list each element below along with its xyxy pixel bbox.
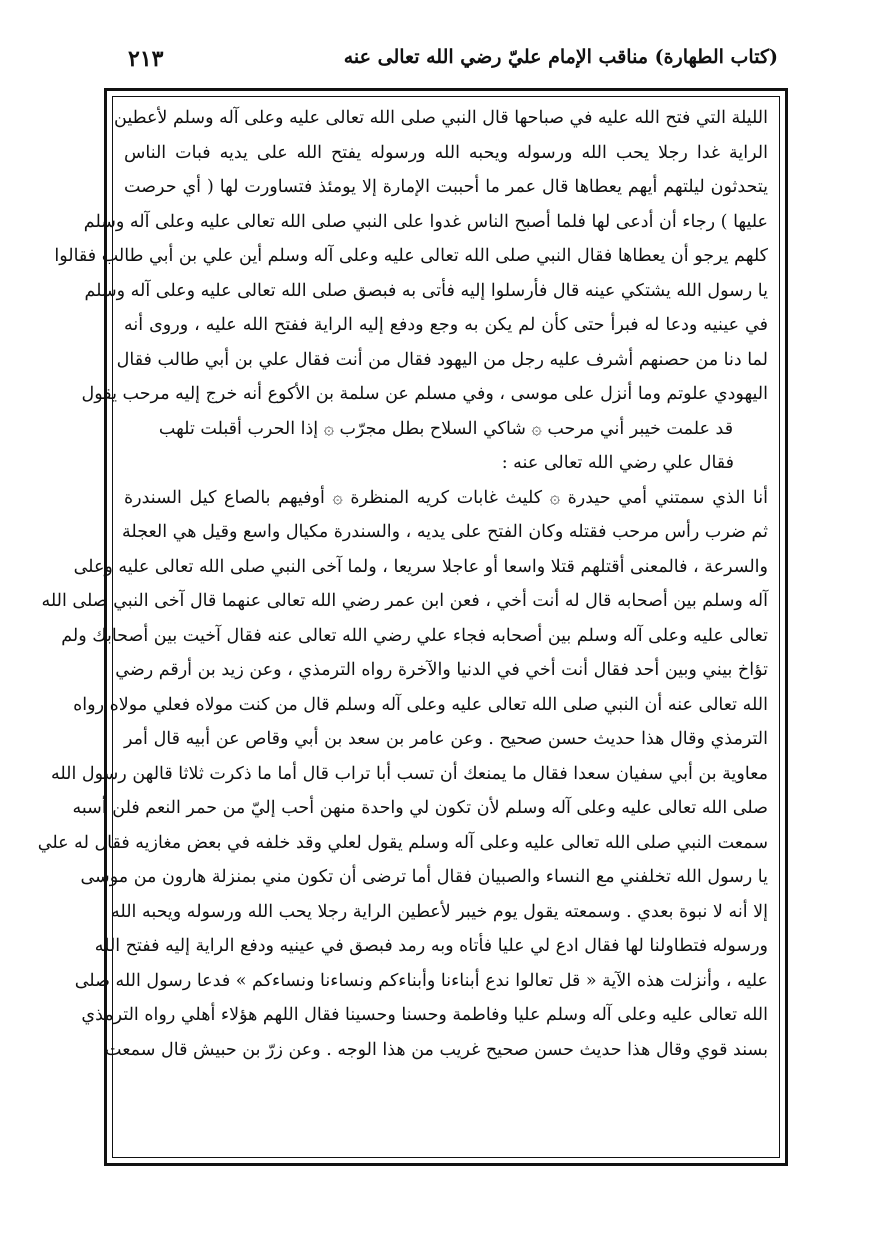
running-title: (كتاب الطهارة) مناقب الإمام عليّ رضي الله تعالى عنه [343,46,778,68]
text-line: بسند قوي وقال هذا حديث حسن صحيح غريب من هذا الوجه . وعن زرّ بن حبيش قال سمعت [105,1039,768,1060]
text-line: معاوية بن أبي سفيان سعدا فقال ما يمنعك أن تسب أبا تراب قال أما ما ذكرت ثلاثا قالهن رسول الله [50,763,768,784]
text-line: آله وسلم بين أصحابه قال له أنت أخي ، فعن ابن عمر رضي الله تعالى عنهما قال آخى النبي صلى الله [41,591,768,611]
text-line: والسرعة ، فالمعنى أقتلهم قتلا واسعا أو عاجلا سريعا ، ولما آخى النبي صلى الله تعالى عليه وعلى [73,556,768,577]
text-line: في عينيه ودعا له فبرأ حتى كأن لم يكن به وجع ودفع إليه الراية ففتح الله عليه ، وروى أنه [124,315,768,335]
text-line: صلى الله تعالى عليه وعلى آله وسلم لأن تكون لي واحدة منهن أحب إليّ من حمر النعم فلن أسبه [72,798,768,818]
text-line: تؤاخ بيني وبين أحد فقال أنت أخي في الدنيا والآخرة رواه الترمذي ، وعن زيد بن أرقم رضي [115,660,768,680]
text-line: سمعت النبي صلى الله تعالى عليه وعلى آله وسلم يقول لعلي وقد خلفه في بعض مغازيه فقال له علي [37,832,768,853]
text-line: تعالى عليه وعلى آله وسلم بين أصحابه فجاء علي رضي الله تعالى عنه فقال آخيت بين أصحابك ولم [61,625,768,646]
text-line: عليه ، وأنزلت هذه الآية « قل تعالوا ندع أبناءنا وأبناءكم ونساءنا ونساءكم » فدعا رسول الله صلى [74,970,768,991]
text-line: فقال علي رضي الله تعالى عنه : [501,453,734,473]
text-line: يتحدثون ليلتهم أيهم يعطاها قال عمر ما أحببت الإمارة إلا يومئذ فتساورت لها ( أي حرصت [124,177,768,197]
text-line: الله تعالى عنه أن النبي صلى الله تعالى عليه وعلى آله وسلم قال من كنت مولاه فعلي مولاه رواه [73,694,768,715]
verse-line: أنا الذي سمتني أمي حيدرة ۞ كليث غابات كريه المنظرة ۞ أوفيهم بالصاع كيل السندرة [124,487,768,508]
page-number: ٢١٣ [128,46,164,72]
text-line: كلهم يرجو أن يعطاها فقال النبي صلى الله تعالى عليه وعلى آله وسلم أين علي بن أبي طالب فقالوا [54,246,768,266]
text-line: إلا أنه لا نبوة بعدي . وسمعته يقول يوم خيبر لأعطين الراية رجلا يحب الله ورسوله ويحبه الله [111,901,768,922]
text-line: الراية غدا رجلا يحب الله ورسوله ويحبه الله ورسوله يفتح الله على يديه فبات الناس [124,142,768,163]
text-line: ورسوله فتطاولنا لها فقال ادع لي عليا فأتاه وبه رمد فبصق في عينيه ودفع الراية إليه ففتح الله [94,936,768,956]
page-header [110,42,790,82]
text-line: الترمذي وقال هذا حديث حسن صحيح . وعن عامر بن سعد بن أبي وقاص عن أبيه قال أمر [124,729,768,749]
text-line [118,1067,774,1102]
verse-line: قد علمت خيبر أني مرحب ۞ شاكي السلاح بطل مجرّب ۞ إذا الحرب أقبلت تلهب [158,418,734,439]
text-line: عليها ) رجاء أن أدعى لها فلما أصبح الناس غدوا على النبي صلى الله تعالى عليه وعلى آله وسلم [83,211,768,232]
text-line: يا رسول الله يشتكي عينه قال فأرسلوا إليه فأتى به فبصق صلى الله تعالى عليه وعلى آله وسلم [84,280,768,301]
text-line: يا رسول الله تخلفني مع النساء والصبيان فقال أما ترضى أن تكون مني بمنزلة هارون من موسى [80,867,768,887]
text-line: لما دنا من حصنهم أشرف عليه رجل من اليهود فقال من أنت فقال علي بن أبي طالب فقال [116,349,768,370]
body-text [37,101,774,1153]
text-line: الليلة التي فتح الله عليه في صباحها قال النبي صلى الله تعالى عليه وعلى آله وسلم لأعطين [114,108,768,128]
text-line: ثم ضرب رأس مرحب فقتله وكان الفتح على يديه ، والسندرة مكيال واسع وقيل هي العجلة [122,522,768,542]
text-line: اليهودي علوتم وما أنزل على موسى ، وفي مسلم عن سلمة بن الأكوع أنه خرج إليه مرحب يقول [81,384,768,404]
text-line: الله تعالى عليه وعلى آله وسلم عليا وفاطمة وحسنا وحسينا فقال اللهم هؤلاء أهلي رواه الترمذي [81,1005,768,1025]
